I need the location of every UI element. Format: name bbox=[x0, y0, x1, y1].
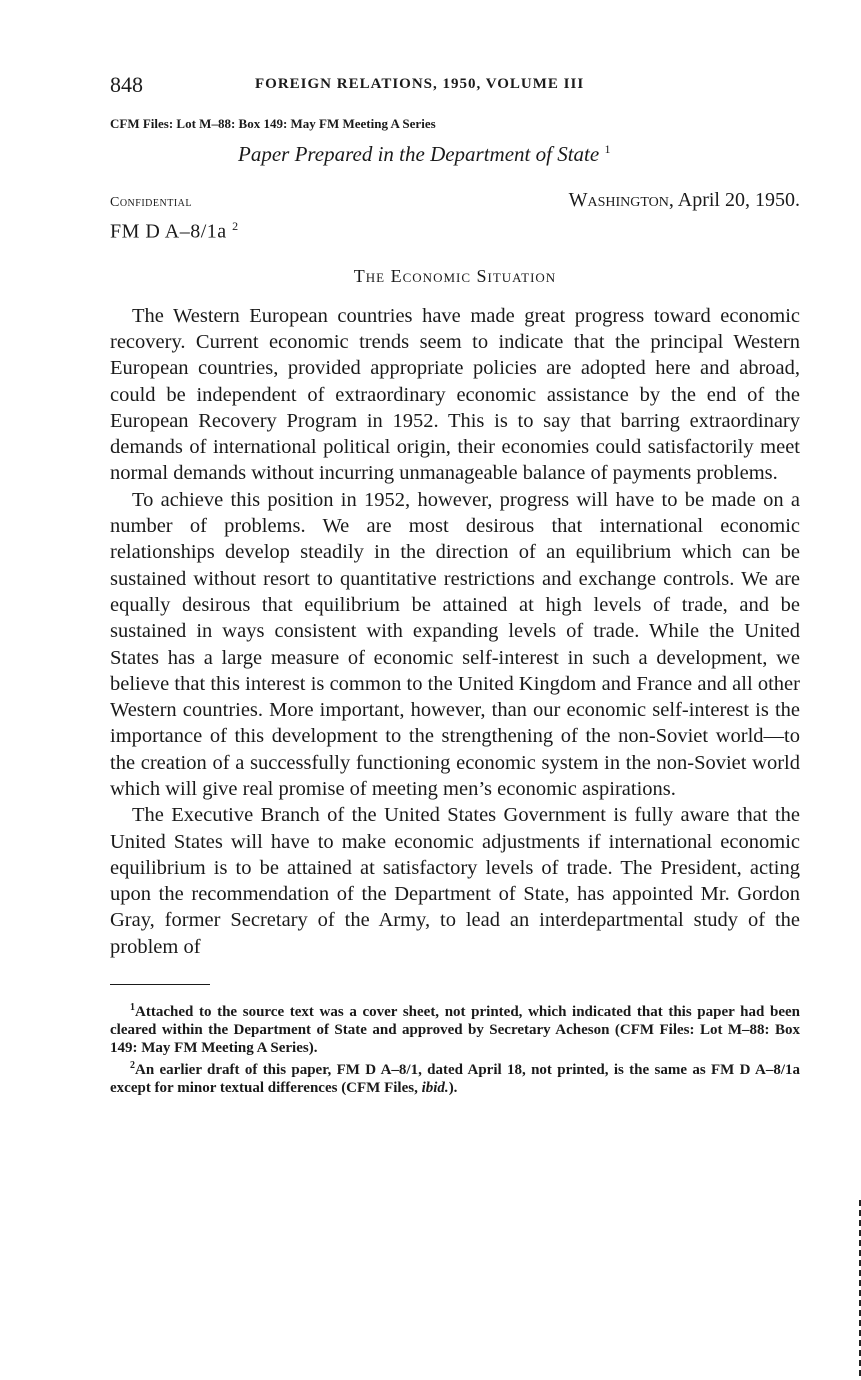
footnote-divider bbox=[110, 984, 210, 985]
footnote-2 bbox=[110, 1057, 800, 1097]
paragraph: The Executive Branch of the United States Government is fully aware that the United States will have to make economic adjustments if international economic equilibrium is to be attained at satisfactory levels of trade. The President, acting upon the recommendation of the Department of State, has appointed Mr. Gordon Gray, former Secretary of the Army, to lead an interdepartmental study of the problem of bbox=[110, 804, 800, 958]
source-citation: CFM Files: Lot M–88: Box 149: May FM Meeting A Series bbox=[110, 116, 436, 131]
paper-title-text: Paper Prepared in the Department of State bbox=[238, 142, 600, 166]
footnotes bbox=[110, 999, 800, 1097]
footnote-marker: 2 bbox=[130, 1060, 135, 1072]
classification-row bbox=[110, 189, 800, 217]
footnote-1 bbox=[110, 999, 800, 1057]
paragraph: To achieve this position in 1952, however, progress will have to be made on a number of problems. We are most desirous that international economic relationships develop steadily in the direction of an equilibrium which can be sustained without resort to quantitative restrictions and exchange controls. We are equally desirous that equilibrium be attained at high levels of trade, and be sustained in ways consistent with expanding levels of trade. While the United States has a large measure of economic self-interest in such a development, we believe that this interest is common to the United Kingdom and France and all other Western countries. More important, however, than our economic self-interest is the importance of this development to the strengthening of the non-Soviet world—to the creation of a successfully functioning economic system in the non-Soviet world which will give real promise of meeting men’s economic aspirations. bbox=[110, 488, 800, 800]
page-number: 848 bbox=[110, 72, 143, 97]
footnote-text-end: ). bbox=[448, 1080, 458, 1097]
section-title: The Economic Situation bbox=[353, 265, 557, 286]
footnote-ref-2: 2 bbox=[232, 219, 239, 233]
dateline bbox=[569, 189, 800, 212]
footnote-marker: 1 bbox=[130, 1002, 135, 1014]
document-id bbox=[110, 219, 800, 244]
document-page bbox=[110, 72, 800, 1097]
dateline-place: Washington bbox=[568, 189, 669, 211]
running-head bbox=[110, 72, 800, 102]
footnote-text: Attached to the source text was a cover sheet, not printed, which indicated that this paper had been cleared within the Department of State and approved by Secretary Acheson (CFM Files: Lot M–88: Box 149: May FM Meeting A Series). bbox=[110, 1004, 800, 1057]
body-text bbox=[110, 303, 800, 960]
document-id-text: FM D A–8/1a bbox=[110, 220, 227, 243]
volume-title: FOREIGN RELATIONS, 1950, VOLUME III bbox=[255, 76, 585, 92]
footnote-text: An earlier draft of this paper, FM D A–8/1, dated April 18, not printed, is the same as FM D A–8/1a except for minor textual differences (CFM Files, bbox=[110, 1062, 800, 1097]
footnote-ref-1: 1 bbox=[604, 142, 611, 156]
classification-label: Confidential bbox=[110, 195, 192, 210]
footnote-italic: ibid. bbox=[421, 1080, 449, 1097]
paper-title bbox=[238, 142, 800, 167]
paragraph: The Western European countries have made great progress toward economic recovery. Current economic trends seem to indicate that the principal Western European countries, provided appropriate policies are adopted here and abroad, could be independent of extraordinary economic assistance by the end of the European Recovery Program in 1952. This is to say that barring extraordinary demands of international political origin, their economies could satisfactorily meet normal demands without incurring unmanageable balance of payments problems. bbox=[110, 304, 800, 485]
dateline-date: , April 20, 1950. bbox=[668, 189, 800, 211]
